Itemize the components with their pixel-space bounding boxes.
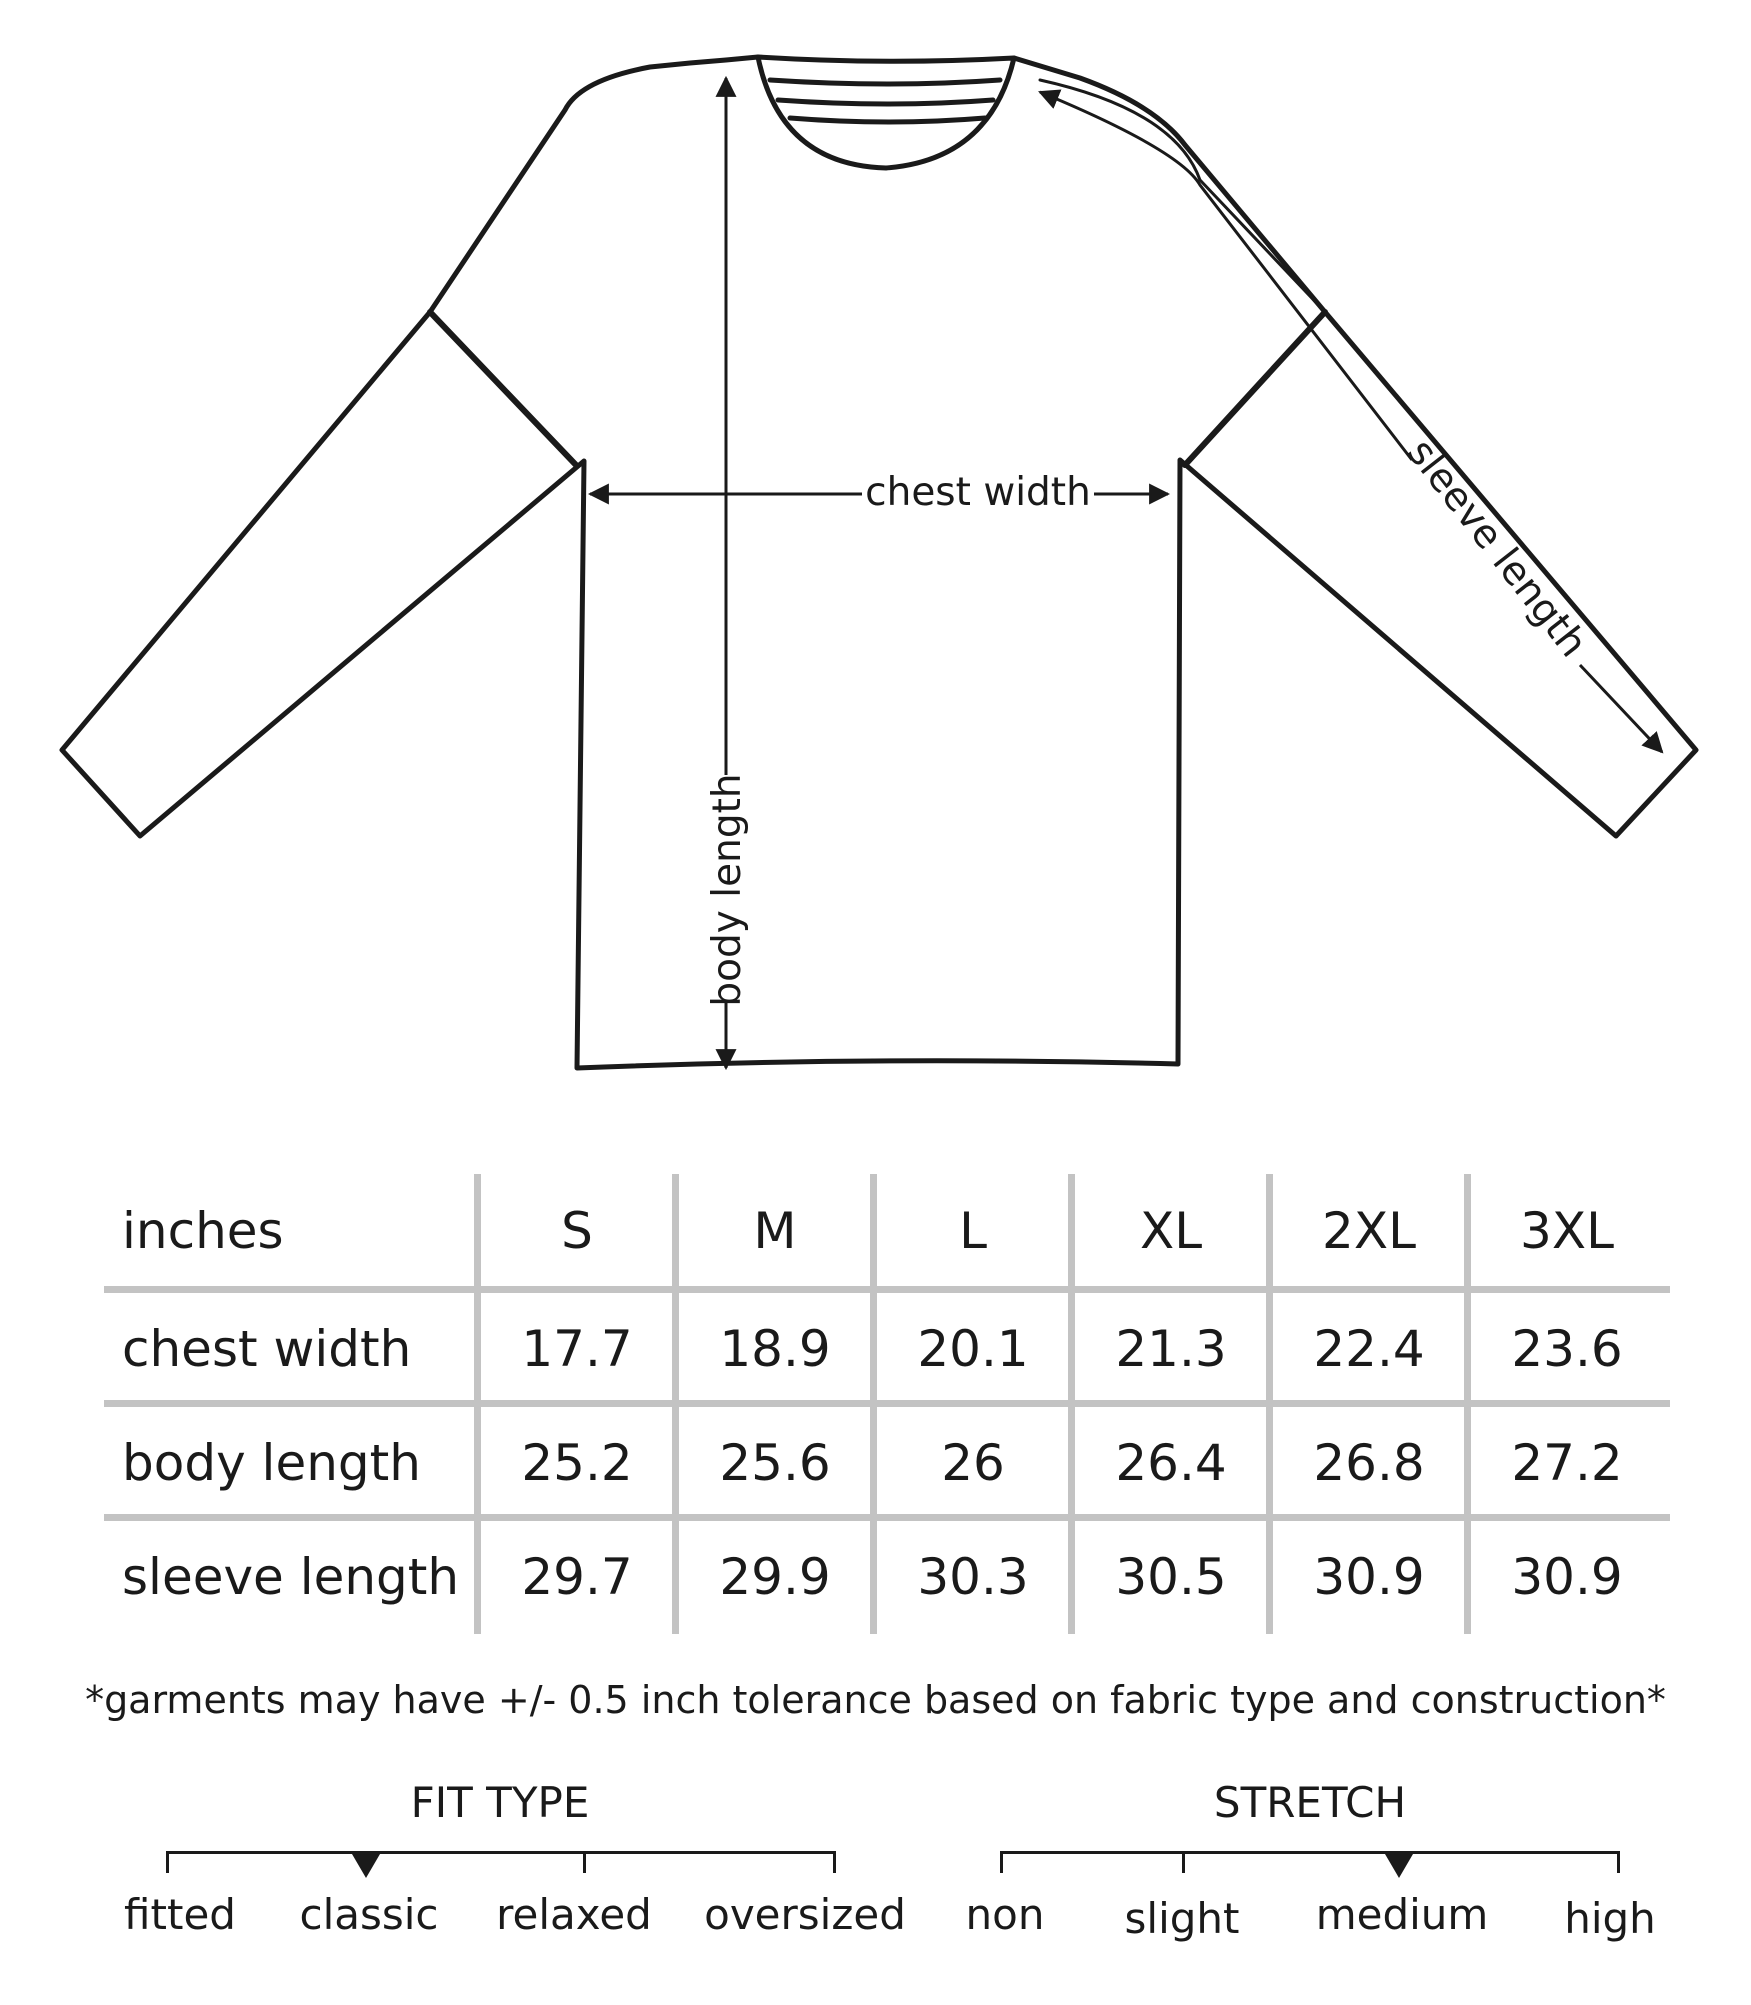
table-cell: 29.7	[521, 1548, 633, 1606]
stretch-option: high	[1564, 1894, 1656, 1943]
unit-label: inches	[122, 1202, 284, 1260]
column-divider	[870, 1174, 877, 1634]
table-cell: 25.6	[719, 1434, 831, 1492]
row-divider	[104, 1286, 1670, 1293]
size-header: M	[753, 1202, 797, 1260]
stretch-title: STRETCH	[1213, 1778, 1407, 1827]
stretch-option: non	[965, 1890, 1045, 1939]
tolerance-footnote: *garments may have +/- 0.5 inch tolerance based on fabric type and construction*	[85, 1678, 1666, 1722]
column-divider	[474, 1174, 481, 1634]
table-cell: 25.2	[521, 1434, 633, 1492]
table-cell: 30.5	[1115, 1548, 1227, 1606]
fit-type-marker	[352, 1854, 380, 1878]
sleeve-length-label: sleeve length	[1398, 430, 1596, 666]
column-divider	[1068, 1174, 1075, 1634]
table-header-row	[104, 1174, 1670, 1288]
fit-type-tick	[583, 1851, 586, 1873]
table-cell: 29.9	[719, 1548, 831, 1606]
size-header: XL	[1139, 1202, 1203, 1260]
table-cell: 22.4	[1313, 1320, 1425, 1378]
left-sleeve-seam	[430, 312, 576, 465]
table-row	[104, 1292, 1670, 1406]
size-table	[104, 1174, 1670, 1634]
table-cell: 18.9	[719, 1320, 831, 1378]
stretch-tick	[1182, 1851, 1185, 1873]
size-header: 2XL	[1322, 1202, 1416, 1260]
right-sleeve-seam	[1185, 312, 1325, 465]
fit-type-tick	[833, 1851, 836, 1873]
table-cell: 30.9	[1511, 1548, 1623, 1606]
table-cell: 21.3	[1115, 1320, 1227, 1378]
body-length-label: body length	[705, 773, 750, 1007]
row-divider	[104, 1400, 1670, 1407]
stretch-option: medium	[1315, 1890, 1489, 1939]
chest-width-label: chest width	[865, 470, 1091, 515]
stretch-option: slight	[1124, 1894, 1240, 1943]
row-divider	[104, 1514, 1670, 1521]
shirt-outline	[62, 57, 1696, 1068]
column-divider	[1266, 1174, 1273, 1634]
table-cell: 26.4	[1115, 1434, 1227, 1492]
fit-type-option: relaxed	[496, 1890, 652, 1939]
size-header: 3XL	[1520, 1202, 1614, 1260]
fit-type-option: oversized	[704, 1890, 906, 1939]
column-divider	[672, 1174, 679, 1634]
table-cell: 26	[941, 1434, 1005, 1492]
table-cell: 23.6	[1511, 1320, 1623, 1378]
table-cell: 17.7	[521, 1320, 633, 1378]
fit-type-title: FIT TYPE	[410, 1778, 590, 1827]
table-cell: 20.1	[917, 1320, 1029, 1378]
stretch-line	[1000, 1851, 1620, 1854]
table-row	[104, 1406, 1670, 1520]
fit-type-tick	[166, 1851, 169, 1873]
size-header: L	[959, 1202, 987, 1260]
table-cell: 26.8	[1313, 1434, 1425, 1492]
stretch-tick	[1000, 1851, 1003, 1873]
table-cell: 27.2	[1511, 1434, 1623, 1492]
fit-type-line	[166, 1851, 836, 1854]
collar	[758, 57, 1014, 168]
fit-type-option: fitted	[124, 1890, 236, 1939]
fit-type-option: classic	[299, 1890, 439, 1939]
table-cell: 30.9	[1313, 1548, 1425, 1606]
row-label: body length	[122, 1434, 421, 1492]
column-divider	[1464, 1174, 1471, 1634]
stretch-marker	[1385, 1854, 1413, 1878]
size-header: S	[561, 1202, 593, 1260]
table-cell: 30.3	[917, 1548, 1029, 1606]
stretch-tick	[1617, 1851, 1620, 1873]
row-label: chest width	[122, 1320, 412, 1378]
table-row	[104, 1520, 1670, 1634]
row-label: sleeve length	[122, 1548, 460, 1606]
